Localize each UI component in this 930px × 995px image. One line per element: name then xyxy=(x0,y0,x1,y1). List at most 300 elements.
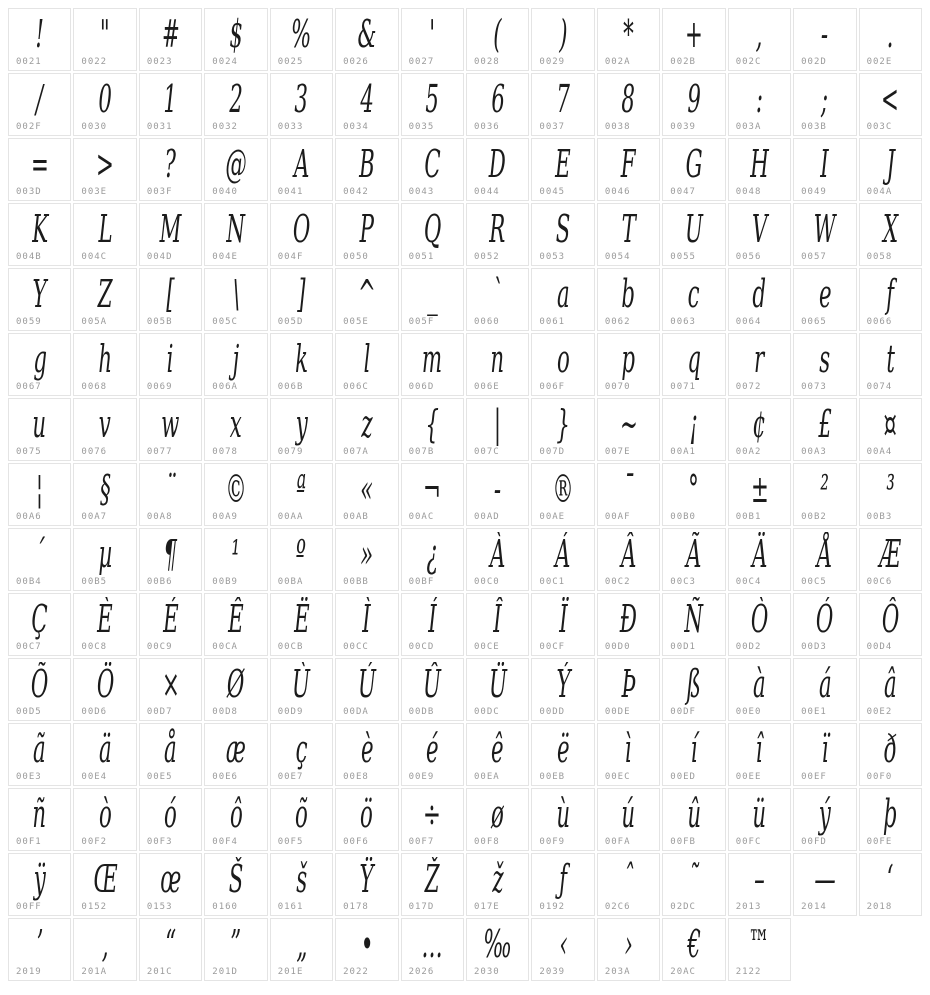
glyph-code-label: 003F xyxy=(146,187,173,197)
glyph-code-label: 0021 xyxy=(16,57,42,67)
glyph: P xyxy=(359,207,375,251)
glyph-code-label: 004A xyxy=(866,187,893,197)
glyph-cell xyxy=(793,723,856,786)
glyph-code-label: 006E xyxy=(473,382,500,392)
glyph: ô xyxy=(229,792,243,836)
glyph-code-label: 00E7 xyxy=(277,772,304,782)
glyph-cell xyxy=(597,918,660,981)
glyph-code-label: 006C xyxy=(343,382,369,392)
glyph-cell xyxy=(466,463,529,526)
glyph-cell xyxy=(531,268,594,331)
glyph: d xyxy=(752,272,767,316)
glyph-code-label: 0070 xyxy=(604,382,631,392)
glyph-cell xyxy=(466,73,529,136)
glyph: ¶ xyxy=(163,532,178,576)
glyph: J xyxy=(886,142,895,186)
glyph: ¨ xyxy=(165,467,176,511)
glyph-code-label: 00FA xyxy=(604,837,631,847)
glyph-code-label: 005E xyxy=(343,317,369,327)
glyph: H xyxy=(750,142,769,186)
glyph: â xyxy=(883,662,897,706)
glyph-code-label: 002B xyxy=(670,57,696,67)
glyph-code-label: 00AC xyxy=(408,512,435,522)
glyph-code-label: 00EF xyxy=(801,772,827,782)
glyph-cell xyxy=(204,593,267,656)
glyph-cell xyxy=(793,528,856,591)
glyph: Ç xyxy=(31,597,48,641)
glyph-cell xyxy=(139,333,202,396)
glyph: f xyxy=(886,272,895,316)
glyph: › xyxy=(624,922,633,966)
glyph-code-label: 00FD xyxy=(801,837,827,847)
glyph-code-label: 0042 xyxy=(343,187,369,197)
glyph-code-label: 00A3 xyxy=(801,447,827,457)
glyph: Â xyxy=(620,532,637,576)
glyph-cell xyxy=(859,333,922,396)
glyph: © xyxy=(225,467,247,511)
glyph-cell xyxy=(139,723,202,786)
glyph: . xyxy=(886,12,894,56)
glyph-cell xyxy=(73,268,136,331)
glyph-cell xyxy=(204,463,267,526)
glyph: D xyxy=(489,142,507,186)
glyph: “ xyxy=(165,922,177,966)
glyph-code-label: 0049 xyxy=(801,187,827,197)
glyph: Ì xyxy=(362,597,372,641)
glyph-code-label: 00C6 xyxy=(866,577,893,587)
glyph-code-label: 005F xyxy=(408,317,435,327)
glyph-code-label: 00D6 xyxy=(81,707,108,717)
glyph: 0 xyxy=(98,77,112,121)
glyph-code-label: 00C1 xyxy=(539,577,566,587)
glyph-code-label: 2019 xyxy=(16,967,42,977)
glyph: Ò xyxy=(750,597,769,641)
glyph-cell xyxy=(270,268,333,331)
glyph-code-label: 0058 xyxy=(866,252,893,262)
glyph-code-label: 00EC xyxy=(604,772,631,782)
glyph: ÷ xyxy=(423,792,442,836)
glyph-cell xyxy=(662,463,725,526)
glyph-code-label: 00CF xyxy=(539,642,566,652)
glyph-cell xyxy=(401,138,464,201)
glyph-cell xyxy=(270,398,333,461)
glyph-code-label: 005B xyxy=(146,317,173,327)
glyph-cell xyxy=(335,333,398,396)
glyph-code-label: 0054 xyxy=(604,252,631,262)
glyph-code-label: 0041 xyxy=(277,187,304,197)
glyph: G xyxy=(685,142,703,186)
glyph-code-label: 00DE xyxy=(604,707,631,717)
glyph: € xyxy=(687,922,701,966)
glyph-code-label: 005A xyxy=(81,317,108,327)
glyph-code-label: 00C4 xyxy=(735,577,762,587)
glyph-code-label: 0055 xyxy=(670,252,696,262)
glyph: | xyxy=(494,402,502,446)
glyph-code-label: 004B xyxy=(16,252,42,262)
glyph-code-label: 0043 xyxy=(408,187,435,197)
glyph: o xyxy=(556,337,570,381)
glyph-code-label: 00EE xyxy=(735,772,762,782)
glyph-cell xyxy=(728,788,791,851)
glyph-cell xyxy=(204,138,267,201)
glyph: E xyxy=(555,142,571,186)
glyph-code-label: 007C xyxy=(473,447,500,457)
glyph: Õ xyxy=(30,662,49,706)
glyph: [ xyxy=(166,272,175,316)
glyph: ´ xyxy=(34,532,46,576)
glyph-code-label: 00F8 xyxy=(473,837,500,847)
glyph-code-label: 00A1 xyxy=(670,447,696,457)
glyph-cell xyxy=(466,268,529,331)
glyph: O xyxy=(292,207,311,251)
glyph-cell xyxy=(401,463,464,526)
glyph-cell xyxy=(270,723,333,786)
glyph-code-label: 00C5 xyxy=(801,577,827,587)
glyph-code-label: 0064 xyxy=(735,317,762,327)
glyph-code-label: 004C xyxy=(81,252,108,262)
glyph-code-label: 00D5 xyxy=(16,707,42,717)
glyph: Ý xyxy=(556,662,571,706)
glyph: $ xyxy=(229,12,243,56)
glyph-code-label: 00E5 xyxy=(146,772,173,782)
glyph: ¢ xyxy=(752,402,767,446)
glyph: y xyxy=(295,402,308,446)
glyph-cell xyxy=(531,528,594,591)
glyph-code-label: 00AB xyxy=(343,512,369,522)
glyph: ã xyxy=(33,727,47,771)
glyph-code-label: 0068 xyxy=(81,382,108,392)
glyph-code-label: 0061 xyxy=(539,317,566,327)
glyph-cell xyxy=(662,203,725,266)
glyph: \ xyxy=(232,272,240,316)
glyph-code-label: 0060 xyxy=(473,317,500,327)
glyph-code-label: 00FE xyxy=(866,837,893,847)
glyph-code-label: 0032 xyxy=(212,122,238,132)
glyph-code-label: 0045 xyxy=(539,187,566,197)
glyph-cell xyxy=(597,593,660,656)
glyph-code-label: 00E1 xyxy=(801,707,827,717)
glyph: ª xyxy=(296,467,307,511)
glyph: a xyxy=(556,272,570,316)
glyph-code-label: 00F5 xyxy=(277,837,304,847)
glyph: ¹ xyxy=(231,532,241,576)
glyph-code-label: 00F0 xyxy=(866,772,893,782)
glyph: É xyxy=(162,597,179,641)
glyph-cell xyxy=(597,788,660,851)
glyph: i xyxy=(167,337,174,381)
glyph-code-label: 00B0 xyxy=(670,512,696,522)
glyph-cell xyxy=(335,918,398,981)
glyph-code-label: 00CB xyxy=(277,642,304,652)
glyph: ê xyxy=(491,727,505,771)
glyph: p xyxy=(621,337,636,381)
glyph-cell xyxy=(859,8,922,71)
glyph-code-label: 00BA xyxy=(277,577,304,587)
glyph-cell xyxy=(466,333,529,396)
glyph: Þ xyxy=(621,662,636,706)
glyph: á xyxy=(818,662,832,706)
glyph-cell xyxy=(335,593,398,656)
glyph-code-label: 00F7 xyxy=(408,837,435,847)
glyph-cell xyxy=(73,398,136,461)
glyph-code-label: 00C0 xyxy=(473,577,500,587)
glyph-cell xyxy=(335,398,398,461)
glyph-cell xyxy=(8,723,71,786)
glyph-cell xyxy=(204,333,267,396)
glyph-code-label: 201A xyxy=(81,967,108,977)
glyph-code-label: 002D xyxy=(801,57,827,67)
glyph: Ž xyxy=(424,857,440,901)
glyph-code-label: 00B5 xyxy=(81,577,108,587)
glyph-code-label: 00F2 xyxy=(81,837,108,847)
glyph: k xyxy=(294,337,308,381)
glyph: ) xyxy=(558,12,568,56)
glyph: ò xyxy=(98,792,112,836)
glyph-code-label: 2013 xyxy=(735,902,762,912)
glyph-cell xyxy=(270,853,333,916)
glyph-code-label: 00FC xyxy=(735,837,762,847)
glyph-cell xyxy=(73,723,136,786)
glyph-code-label: 0030 xyxy=(81,122,108,132)
glyph: _ xyxy=(426,272,438,316)
glyph: " xyxy=(100,12,111,56)
glyph-code-label: 0051 xyxy=(408,252,435,262)
glyph-code-label: 00D7 xyxy=(146,707,173,717)
glyph-code-label: 0044 xyxy=(473,187,500,197)
glyph-cell xyxy=(401,398,464,461)
glyph-cell xyxy=(859,73,922,136)
glyph-code-label: 0078 xyxy=(212,447,238,457)
glyph: … xyxy=(421,922,443,966)
glyph: ¿ xyxy=(426,532,438,576)
glyph: ¡ xyxy=(689,402,699,446)
glyph-cell xyxy=(204,398,267,461)
glyph-cell xyxy=(597,8,660,71)
glyph-code-label: 00D1 xyxy=(670,642,696,652)
glyph-code-label: 00BB xyxy=(343,577,369,587)
glyph-cell xyxy=(401,918,464,981)
glyph-code-label: 00E3 xyxy=(16,772,42,782)
glyph: c xyxy=(688,272,700,316)
glyph: ³ xyxy=(886,467,895,511)
glyph: I xyxy=(820,142,830,186)
glyph-cell xyxy=(8,918,71,981)
glyph-cell xyxy=(139,8,202,71)
glyph: Ù xyxy=(292,662,311,706)
glyph-cell xyxy=(73,463,136,526)
glyph-cell xyxy=(73,853,136,916)
glyph: Ã xyxy=(686,532,702,576)
glyph-cell xyxy=(204,8,267,71)
glyph-code-label: 0024 xyxy=(212,57,238,67)
glyph-cell xyxy=(793,463,856,526)
glyph: m xyxy=(422,337,443,381)
glyph: û xyxy=(687,792,701,836)
glyph-cell xyxy=(270,658,333,721)
glyph-cell xyxy=(662,8,725,71)
glyph: T xyxy=(621,207,636,251)
glyph: Q xyxy=(423,207,441,251)
glyph: s xyxy=(819,337,831,381)
glyph: w xyxy=(161,402,180,446)
glyph-cell xyxy=(859,398,922,461)
glyph-cell xyxy=(335,788,398,851)
glyph-code-label: 00B2 xyxy=(801,512,827,522)
glyph: Z xyxy=(97,272,113,316)
glyph: ç xyxy=(295,727,308,771)
glyph: j xyxy=(232,337,240,381)
glyph-code-label: 0047 xyxy=(670,187,696,197)
glyph: ² xyxy=(820,467,830,511)
glyph-code-label: 0040 xyxy=(212,187,238,197)
glyph: ‹ xyxy=(558,922,568,966)
glyph-code-label: 00CC xyxy=(343,642,369,652)
glyph-cell xyxy=(401,853,464,916)
glyph: ž xyxy=(492,857,504,901)
glyph-cell xyxy=(139,788,202,851)
glyph: @ xyxy=(225,142,247,186)
glyph: ± xyxy=(750,467,769,511)
glyph-cell xyxy=(728,138,791,201)
glyph-cell xyxy=(597,268,660,331)
glyph: * xyxy=(623,12,634,56)
glyph: « xyxy=(360,467,374,511)
glyph-cell xyxy=(73,593,136,656)
glyph-code-label: 017D xyxy=(408,902,435,912)
glyph-cell xyxy=(531,138,594,201)
glyph: ø xyxy=(491,792,505,836)
glyph: 2 xyxy=(229,77,243,121)
glyph: ( xyxy=(493,12,502,56)
glyph-code-label: 2014 xyxy=(801,902,827,912)
glyph-code-label: 0074 xyxy=(866,382,893,392)
glyph-cell xyxy=(793,398,856,461)
glyph-cell xyxy=(270,918,333,981)
glyph-cell xyxy=(8,463,71,526)
glyph-cell xyxy=(335,268,398,331)
glyph-cell xyxy=(728,528,791,591)
glyph-cell xyxy=(662,853,725,916)
glyph-cell xyxy=(204,73,267,136)
glyph-cell xyxy=(335,203,398,266)
glyph-cell xyxy=(466,528,529,591)
glyph-cell xyxy=(793,593,856,656)
glyph: 5 xyxy=(425,77,440,121)
glyph-cell xyxy=(139,268,202,331)
glyph-cell xyxy=(335,8,398,71)
glyph-cell xyxy=(73,658,136,721)
glyph-cell xyxy=(859,463,922,526)
glyph: r xyxy=(754,337,765,381)
glyph-cell xyxy=(73,138,136,201)
glyph-code-label: 0026 xyxy=(343,57,369,67)
glyph-code-label: 0059 xyxy=(16,317,42,327)
glyph-code-label: 0079 xyxy=(277,447,304,457)
glyph-code-label: 00B6 xyxy=(146,577,173,587)
glyph-code-label: 00AD xyxy=(473,512,500,522)
glyph-code-label: 002C xyxy=(735,57,762,67)
glyph: Ð xyxy=(619,597,638,641)
glyph: ® xyxy=(552,467,574,511)
glyph-cell xyxy=(597,658,660,721)
glyph-code-label: 00FB xyxy=(670,837,696,847)
glyph: À xyxy=(490,532,506,576)
glyph: > xyxy=(96,142,115,186)
glyph-cell xyxy=(793,788,856,851)
glyph-cell xyxy=(270,73,333,136)
glyph: , xyxy=(756,12,763,56)
glyph-code-label: 00C2 xyxy=(604,577,631,587)
glyph-cell xyxy=(531,8,594,71)
glyph: Ô xyxy=(881,597,899,641)
glyph-code-label: 00DB xyxy=(408,707,435,717)
glyph-cell xyxy=(466,658,529,721)
glyph: & xyxy=(357,12,377,56)
glyph-cell xyxy=(139,853,202,916)
glyph-cell xyxy=(597,73,660,136)
glyph-cell xyxy=(73,918,136,981)
glyph-cell xyxy=(401,658,464,721)
glyph-code-label: 0035 xyxy=(408,122,435,132)
glyph-cell xyxy=(728,333,791,396)
glyph: v xyxy=(99,402,112,446)
glyph: Ú xyxy=(357,662,376,706)
glyph: „ xyxy=(295,922,307,966)
glyph-code-label: 00E4 xyxy=(81,772,108,782)
glyph-cell xyxy=(73,203,136,266)
glyph: Ë xyxy=(293,597,310,641)
glyph-code-label: 0073 xyxy=(801,382,827,392)
glyph-cell xyxy=(793,73,856,136)
glyph-code-label: 0056 xyxy=(735,252,762,262)
glyph-cell xyxy=(73,528,136,591)
glyph-code-label: 0065 xyxy=(801,317,827,327)
glyph: Ö xyxy=(96,662,114,706)
glyph: ˆ xyxy=(623,857,634,901)
glyph-code-label: 00E9 xyxy=(408,772,435,782)
glyph-code-label: 0063 xyxy=(670,317,696,327)
glyph-code-label: 017E xyxy=(473,902,500,912)
glyph-cell xyxy=(662,593,725,656)
glyph-code-label: 003B xyxy=(801,122,827,132)
glyph-cell xyxy=(270,788,333,851)
glyph: { xyxy=(425,402,440,446)
glyph-cell xyxy=(531,918,594,981)
glyph: ì xyxy=(625,727,632,771)
glyph: 1 xyxy=(163,77,178,121)
glyph-code-label: 0072 xyxy=(735,382,762,392)
glyph-code-label: 004D xyxy=(146,252,173,262)
glyph: Ñ xyxy=(684,597,704,641)
glyph-cell xyxy=(270,8,333,71)
glyph: Ê xyxy=(228,597,244,641)
glyph-code-label: 0152 xyxy=(81,902,108,912)
glyph-code-label: 2018 xyxy=(866,902,893,912)
glyph: Ÿ xyxy=(359,857,374,901)
glyph-code-label: 002E xyxy=(866,57,893,67)
glyph-code-label: 00DC xyxy=(473,707,500,717)
glyph-cell xyxy=(204,853,267,916)
glyph-code-label: 2122 xyxy=(735,967,762,977)
glyph: ! xyxy=(35,12,44,56)
glyph-code-label: 0027 xyxy=(408,57,435,67)
glyph-code-label: 201D xyxy=(212,967,238,977)
glyph: » xyxy=(360,532,374,576)
glyph: Æ xyxy=(879,532,901,576)
glyph: ß xyxy=(686,662,702,706)
glyph-code-label: 0178 xyxy=(343,902,369,912)
glyph: ^ xyxy=(357,272,376,316)
